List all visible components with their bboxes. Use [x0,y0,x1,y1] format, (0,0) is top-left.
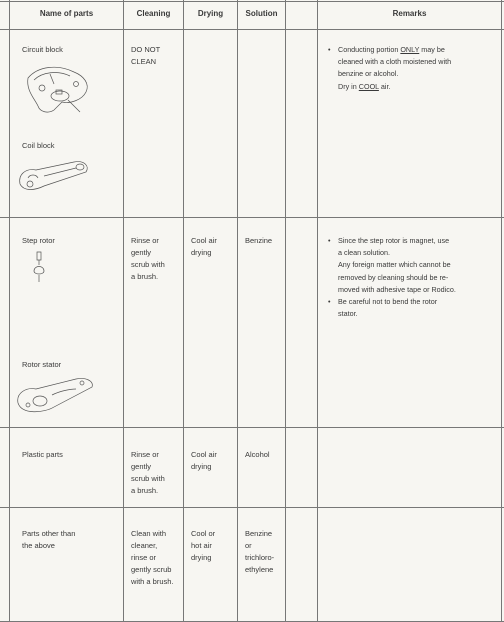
part-name: Circuit block [22,45,63,54]
grid-line [183,0,184,622]
drying-method: Cool air drying [191,236,217,257]
grid-line [0,29,504,30]
header-cleaning: Cleaning [136,9,171,18]
drying-method: Cool air drying [191,450,217,471]
header-solution: Solution [245,9,278,18]
remarks-text: • Since the step rotor is magnet, use a clean solution. Any foreign matter which cannot be removed by cleaning should be re- moved with adhesive tape or Rodico. • Be careful not to bend the rotor stator. [328,235,498,320]
circuit-block-illustration [24,60,94,120]
grid-line [123,0,124,622]
grid-line [0,217,504,218]
remarks-text: • Conducting portion ONLY may be cleaned with a cloth moistened with benzine or alcohol. Dry in COOL air. [328,44,498,93]
header-remarks: Remarks [392,9,427,18]
header-drying: Drying [197,9,224,18]
part-name: Step rotor [22,236,55,245]
part-name: Plastic parts [22,450,63,459]
part-name: Coil block [22,141,55,150]
drying-method: Cool or hot air drying [191,529,216,562]
cleaning-instruction: Rinse or gently scrub with a brush. [131,450,165,495]
part-name: Parts other than the above [22,529,76,550]
remark-bullet: • Conducting portion ONLY may be [328,44,498,56]
grid-line [501,0,502,622]
coil-block-illustration [14,156,94,196]
cleaning-instruction: DO NOT CLEAN [131,45,161,66]
cleaning-instruction: Clean with cleaner, rinse or gently scrub with a brush. [131,529,174,586]
grid-line [0,1,504,2]
solution-name: Benzine [245,236,273,245]
solution-name: Benzine or trichloro- ethylene [245,529,275,574]
rotor-stator-illustration [14,373,100,417]
part-name: Rotor stator [22,360,62,369]
grid-line [285,0,286,622]
step-rotor-illustration [32,250,46,284]
remark-bullet: • Be careful not to bend the rotor [328,296,498,308]
grid-line [0,427,504,428]
grid-line [237,0,238,622]
grid-line [0,507,504,508]
grid-line [9,0,10,622]
remark-bullet: • Since the step rotor is magnet, use [328,235,498,247]
header-name-of-parts: Name of parts [39,9,94,18]
grid-line [317,0,318,622]
solution-name: Alcohol [245,450,270,459]
cleaning-instruction: Rinse or gently scrub with a brush. [131,236,165,281]
